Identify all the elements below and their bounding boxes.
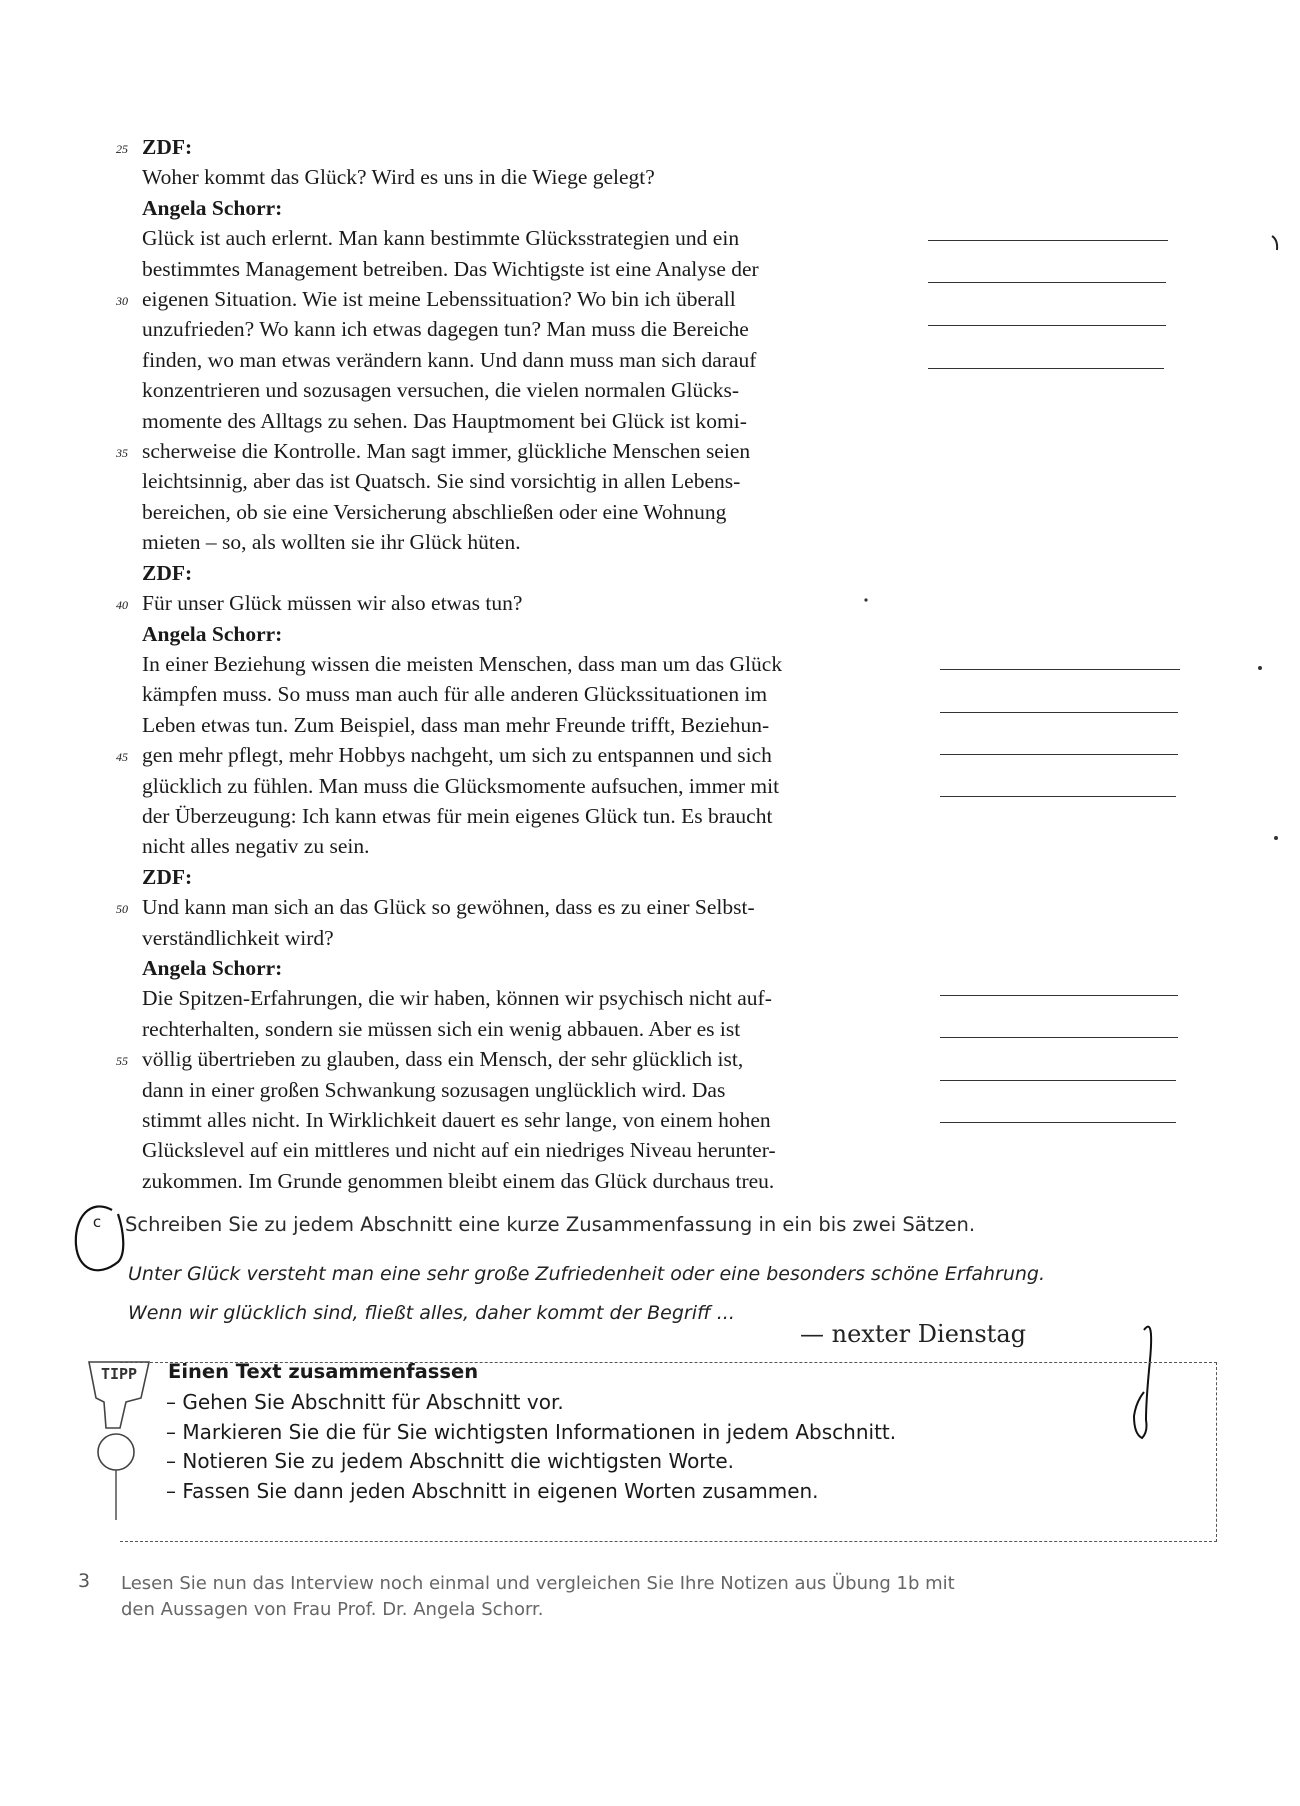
handwritten-note: — nexter Dienstag	[800, 1320, 1026, 1348]
line-text: Glück ist auch erlernt. Man kann bestimmte Glücksstrategien und ein	[142, 226, 740, 251]
tipp-label: TIPP	[100, 1365, 138, 1383]
handwritten-answer-line-2: Wenn wir glücklich sind, fließt alles, daher kommt der Begriff ...	[128, 1302, 735, 1324]
interview-line	[142, 345, 902, 375]
speaker-name: ZDF:	[142, 560, 193, 585]
answer-line[interactable]	[928, 282, 1166, 283]
speaker-name: ZDF:	[142, 864, 193, 889]
line-text: In einer Beziehung wissen die meisten Menschen, dass man um das Glück	[142, 651, 783, 676]
interview-line	[142, 710, 902, 740]
interview-line	[142, 801, 902, 831]
tipp-item: – Notieren Sie zu jedem Abschnitt die wichtigsten Worte.	[166, 1447, 896, 1477]
line-text: nicht alles negativ zu sein.	[142, 834, 370, 859]
line-text: völlig übertrieben zu glauben, dass ein Mensch, der sehr glücklich ist,	[142, 1047, 744, 1072]
line-text: Leben etwas tun. Zum Beispiel, dass man mehr Freunde trifft, Beziehun-	[142, 712, 770, 737]
handwritten-answer-line-1: Unter Glück versteht man eine sehr große Zufriedenheit oder eine besonders schöne Erfahrung.	[128, 1263, 1046, 1285]
line-text: Und kann man sich an das Glück so gewöhnen, dass es zu einer Selbst-	[142, 895, 755, 920]
interview-line	[142, 1075, 902, 1105]
line-text: eigenen Situation. Wie ist meine Lebenssituation? Wo bin ich überall	[142, 287, 736, 312]
task-c-letter: c	[92, 1213, 102, 1231]
line-text: unzufrieden? Wo kann ich etwas dagegen tun? Man muss die Bereiche	[142, 317, 749, 342]
line-text: finden, wo man etwas verändern kann. Und dann muss man sich darauf	[142, 347, 757, 372]
line-number: 40	[116, 598, 128, 613]
line-text: zukommen. Im Grunde genommen bleibt einem das Glück durchaus treu.	[142, 1168, 775, 1193]
line-number: 55	[116, 1054, 128, 1069]
interview-line	[142, 923, 902, 953]
margin-dot	[1258, 666, 1262, 670]
speaker-name: Angela Schorr:	[142, 195, 283, 220]
answer-line[interactable]	[928, 368, 1164, 369]
line-number: 25	[116, 142, 128, 156]
interview-line	[142, 466, 902, 496]
speaker-name: Angela Schorr:	[142, 621, 283, 646]
interview-line	[142, 1166, 902, 1196]
line-text: Die Spitzen-Erfahrungen, die wir haben, können wir psychisch nicht auf-	[142, 986, 772, 1011]
answer-line[interactable]	[940, 669, 1180, 670]
margin-pen-mark	[1272, 236, 1277, 250]
speaker-label	[142, 619, 902, 649]
task-c-instruction: Schreiben Sie zu jedem Abschnitt eine kurze Zusammenfassung in ein bis zwei Sätzen.	[125, 1213, 976, 1236]
interview-line	[142, 1135, 902, 1165]
exercise-3-number: 3	[78, 1570, 91, 1592]
line-number: 35	[116, 446, 128, 461]
interview-line	[142, 1014, 902, 1044]
interview-line	[142, 406, 902, 436]
exercise-3-instruction	[121, 1571, 1201, 1623]
line-text: stimmt alles nicht. In Wirklichkeit dauert es sehr lange, von einem hohen	[142, 1108, 771, 1132]
line-text: Woher kommt das Glück? Wird es uns in die Wiege gelegt?	[142, 165, 655, 190]
interview-line	[142, 679, 902, 709]
answer-line[interactable]	[928, 325, 1166, 326]
line-text: dann in einer großen Schwankung sozusagen unglücklich wird. Das	[142, 1077, 726, 1102]
interview-line	[116, 436, 902, 466]
interview-line	[142, 983, 902, 1013]
interview-line	[142, 375, 902, 405]
line-text: gen mehr pflegt, mehr Hobbys nachgeht, um sich zu entspannen und sich	[142, 743, 772, 768]
interview-line	[116, 284, 902, 314]
speaker-label	[116, 132, 902, 162]
interview-line	[142, 831, 902, 861]
tipp-item: – Markieren Sie die für Sie wichtigsten Informationen in jedem Abschnitt.	[166, 1418, 896, 1448]
line-number: 50	[116, 902, 128, 917]
interview-line	[116, 740, 902, 770]
tipp-title: Einen Text zusammenfassen	[168, 1360, 479, 1383]
answer-line[interactable]	[940, 1122, 1176, 1123]
line-text: rechterhalten, sondern sie müssen sich ein wenig abbauen. Aber es ist	[142, 1016, 741, 1041]
line-text: konzentrieren und sozusagen versuchen, die vielen normalen Glücks-	[142, 378, 740, 403]
line-number: 45	[116, 750, 128, 765]
line-text: Für unser Glück müssen wir also etwas tun?	[142, 591, 523, 616]
line-text: bereichen, ob sie eine Versicherung abschließen oder eine Wohnung	[142, 499, 727, 524]
tipp-list	[166, 1388, 896, 1506]
exercise-3-line: Lesen Sie nun das Interview noch einmal und vergleichen Sie Ihre Notizen aus Übung 1b mit	[121, 1573, 955, 1594]
line-text: bestimmtes Management betreiben. Das Wichtigste ist eine Analyse der	[142, 256, 759, 281]
interview-line	[142, 314, 902, 344]
line-text: der Überzeugung: Ich kann etwas für mein eigenes Glück tun. Es braucht	[142, 803, 773, 828]
line-text: momente des Alltags zu sehen. Das Hauptmoment bei Glück ist komi-	[142, 408, 747, 433]
exercise-3-line: den Aussagen von Frau Prof. Dr. Angela Schorr.	[121, 1599, 544, 1620]
answer-line[interactable]	[940, 796, 1176, 797]
interview-text	[116, 132, 902, 1196]
answer-line[interactable]	[940, 995, 1178, 996]
speaker-label	[142, 953, 902, 983]
speaker-name: Angela Schorr:	[142, 955, 283, 980]
line-text: leichtsinnig, aber das ist Quatsch. Sie sind vorsichtig in allen Lebens-	[142, 469, 741, 494]
line-text: scherweise die Kontrolle. Man sagt immer, glückliche Menschen seien	[142, 439, 751, 464]
answer-line[interactable]	[940, 712, 1178, 713]
speaker-label	[142, 193, 902, 223]
interview-line	[142, 254, 902, 284]
answer-line[interactable]	[940, 754, 1178, 755]
line-text: verständlichkeit wird?	[142, 925, 334, 950]
line-number: 30	[116, 294, 128, 309]
interview-line	[142, 497, 902, 527]
line-text: Glückslevel auf ein mittleres und nicht auf ein niedriges Niveau herunter-	[142, 1138, 776, 1163]
interview-line	[142, 1105, 902, 1135]
interview-line	[116, 588, 902, 618]
interview-line	[116, 1044, 902, 1074]
margin-dot	[1274, 836, 1278, 840]
interview-line	[142, 771, 902, 801]
answer-line[interactable]	[940, 1037, 1178, 1038]
line-text: mieten – so, als wollten sie ihr Glück hüten.	[142, 530, 521, 555]
speaker-name: ZDF:	[142, 135, 193, 159]
answer-line[interactable]	[928, 240, 1168, 241]
interview-line	[116, 892, 902, 922]
tipp-item: – Fassen Sie dann jeden Abschnitt in eigenen Worten zusammen.	[166, 1477, 896, 1507]
line-text: kämpfen muss. So muss man auch für alle anderen Glückssituationen im	[142, 682, 768, 707]
line-text: glücklich zu fühlen. Man muss die Glücksmomente aufsuchen, immer mit	[142, 773, 780, 798]
answer-line[interactable]	[940, 1080, 1176, 1081]
interview-line	[142, 162, 902, 192]
speaker-label	[142, 558, 902, 588]
interview-line	[142, 527, 902, 557]
interview-line	[142, 223, 902, 253]
tipp-item: – Gehen Sie Abschnitt für Abschnitt vor.	[166, 1388, 896, 1418]
interview-line	[142, 649, 902, 679]
speaker-label	[142, 862, 902, 892]
